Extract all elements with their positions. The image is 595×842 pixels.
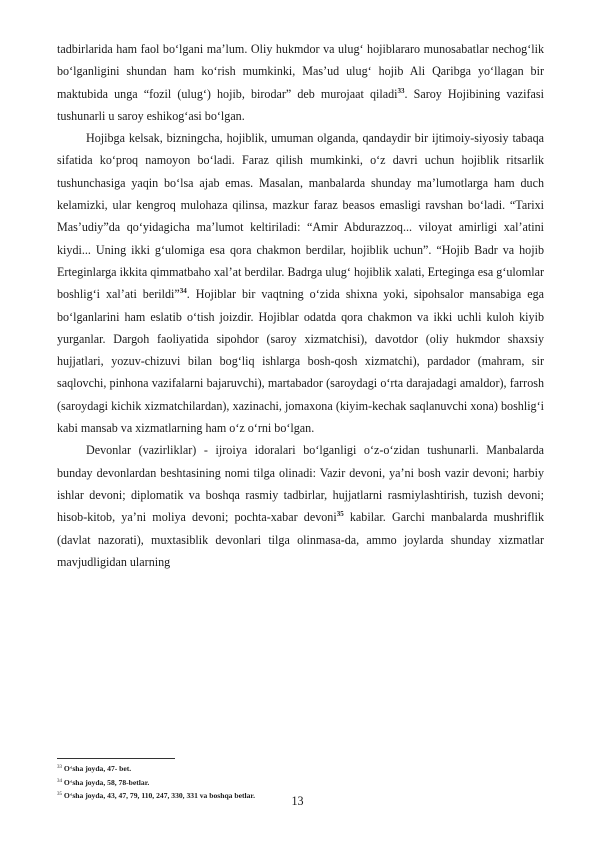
footnote-text: O‘sha joyda, 47- bet. — [63, 764, 132, 773]
paragraph-3 — [57, 439, 544, 573]
paragraph-1 — [57, 38, 544, 127]
paragraph-3-text: Devonlar (vazirliklar) - ijroiya idoralari bo‘lganligi o‘z-o‘zidan tushunarli. Manbalarda bunday devonlardan beshtasining nomi tilga olinadi: Vazir devoni, ya’ni bosh vazir devoni; harbiy ishlar devoni; diplomatik va boshqa rasmiy tadbirlar, hujjatlarni rasmiylashtirish, tuzish devoni; hisob-kitob, ya’ni moliya devoni; pochta-xabar devoni — [57, 443, 544, 525]
page-number: 13 — [291, 794, 304, 808]
footnote — [57, 762, 544, 776]
footnote-ref-34[interactable]: 34 — [179, 287, 187, 296]
footnote-separator — [57, 758, 175, 759]
footnote — [57, 776, 544, 790]
footnote-text: O‘sha joyda, 43, 47, 79, 110, 247, 330, 331 va boshqa betlar. — [63, 791, 255, 801]
footnote-text: O‘sha joyda, 58, 78-betlar. — [63, 777, 150, 787]
paragraph-3-tail: kabilar. Garchi manbalarda mushriflik (davlat nazorati), muxtasiblik devonlari tilga olinmasa-da, ammo joylarda shunday xizmatlar mavjudligidan ularning — [57, 510, 544, 569]
paragraph-2 — [57, 127, 544, 439]
footnote-ref-33[interactable]: 33 — [397, 86, 405, 95]
paragraph-1-tail: . Saroy Hojibining vazifasi tushunarli u saroy eshikog‘asi bo‘lgan. — [57, 86, 544, 123]
footnote-ref-35[interactable]: 35 — [336, 510, 344, 519]
footnote-number: 33 — [57, 765, 62, 770]
footnote-number: 35 — [57, 792, 62, 798]
page-body — [57, 38, 544, 573]
paragraph-1-text: tadbirlarida ham faol bo‘lgani ma’lum. Oliy hukmdor va ulug‘ hojiblararo munosabatlar nechog‘lik bo‘lganligini shundan ham ko‘rish mumkinki, Mas’ud ulug‘ hojib Ali Qaribga yo‘llagan bir maktubida unga “fozil (ulug‘) hojib, birodar” deb murojaat qiladi — [57, 42, 544, 101]
paragraph-2-tail: . Hojiblar bir vaqtning o‘zida shixna yoki, sipohsalor mansabiga ega bo‘lganlarini ham eslatib o‘tish joizdir. Hojiblar odatda qora chakmon va ikki uchli kuloh kiyib yurganlar. Dargoh faoliyatida sipohdor (saroy xizmatchisi), davotdor (oliy hukmdor shaxsiy hujjatlari, yozuv-chizuvi bilan bog‘liq ishlarga bosh-qosh xizmatchi), pardador (mahram, sir saqlovchi, pinhona vazifalarni bajaruvchi), martabador (saroydagi o‘rta darajadagi amaldor), farrosh (saroydagi kichik xizmatchilardan), xazinachi, jomaxona (kiyim-kechak saqlanuvchi xona) boshlig‘i kabi mansab va xizmatlarning ham o‘z o‘rni bo‘lgan. — [57, 287, 544, 436]
footnote-number: 34 — [57, 778, 62, 784]
paragraph-2-text: Hojibga kelsak, bizningcha, hojiblik, umuman olganda, qandaydir bir ijtimoiy-siyosiy tabaqa sifatida ko‘proq namoyon bo‘ladi. Faraz qilish mumkinki, o‘z davri uchun hojiblik ritsarlik tushunchasiga yaqin bo‘lsa ajab emas. Masalan, manbalarda shunday ma’lumotlarga ham duch kelamizki, ular kengroq mulohaza qilinsa, mazkur faraz beasos emasligi ravshan bo‘ladi. “Tarixi Mas’udiy”da qo‘yidagicha ma’lumot keltiriladi: “Amir Abdurazzoq... viloyat amirligi xal’atini kiydi... Uning ikki g‘ulomiga esa qora chakmon berdilar, hojiblik uchun”. “Hojib Badr va hojib Erteginlarga ikkita qimmatbaho xal’at berdilar. Badrga ulug‘ hojiblik xalati, Erteginga esa g‘ulomlar boshlig‘i xal’ati berildi” — [57, 131, 544, 302]
